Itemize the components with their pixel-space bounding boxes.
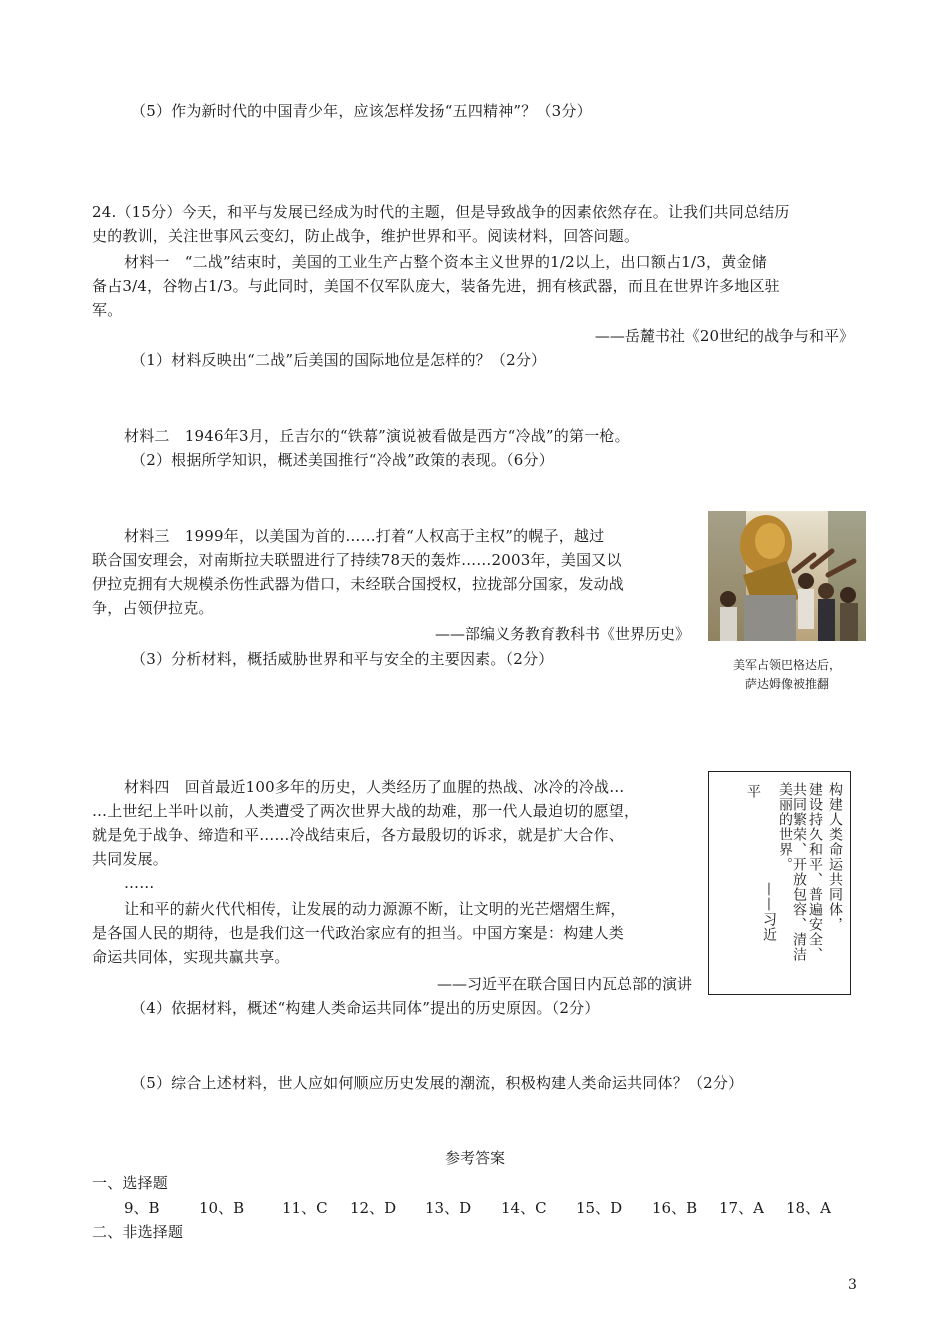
material-4-line6: 让和平的薪火代代相传，让发展的动力源源不断，让文明的光芒熠熠生辉，	[124, 900, 626, 918]
answer-item: 12、D	[350, 1199, 397, 1217]
material-3-source: ——部编义务教育教科书《世界历史》	[434, 625, 690, 643]
material-3-line4: 争，占领伊拉克。	[92, 599, 214, 617]
answer-item: 13、D	[425, 1199, 472, 1217]
material-4-line1: 材料四 回首最近100多年的历史，人类经历了血腥的热战、冰冷的冷战…	[124, 778, 625, 796]
quote-column-1: 构建人类命运共同体，	[827, 782, 843, 932]
material-1-line2: 备占3/4，谷物占1/3。与此同时，美国不仅军队庞大，装备先进，拥有核武器，而且在世界许多地区驻	[92, 277, 780, 295]
quote-signature-2: 平	[745, 784, 761, 799]
question-24-intro-line2: 史的教训，关注世事风云变幻，防止战争，维护世界和平。阅读材料，回答问题。	[92, 227, 640, 245]
material-4-line3: 就是免于战争、缔造和平……冷战结束后，各方最殷切的诉求，就是扩大合作、	[92, 826, 625, 844]
material-4-line7: 是各国人民的期待，也是我们这一代政治家应有的担当。中国方案是：构建人类	[92, 924, 625, 942]
answer-item: 11、C	[282, 1199, 328, 1217]
answers-section-1: 一、选择题	[92, 1174, 169, 1192]
material-4-line4: 共同发展。	[92, 850, 169, 868]
answers-choice-row	[0, 1196, 950, 1220]
question-24-intro-line1: 24.（15分）今天，和平与发展已经成为时代的主题，但是导致战争的因素依然存在。让我们共同总结历	[92, 203, 790, 221]
question-23-5: （5）作为新时代的中国青少年，应该怎样发扬“五四精神”？（3分）	[131, 102, 592, 120]
material-4-line2: …上世纪上半叶以前，人类遭受了两次世界大战的劫难，那一代人最迫切的愿望，	[92, 802, 640, 820]
material-4-source: ——习近平在联合国日内瓦总部的演讲	[436, 975, 692, 993]
material-1-line3: 军。	[92, 301, 123, 319]
material-3-line3: 伊拉克拥有大规模杀伤性武器为借口，未经联合国授权，拉拢部分国家，发动战	[92, 575, 625, 593]
material-1-source: ——岳麓书社《20世纪的战争与和平》	[594, 327, 854, 345]
answer-item: 14、C	[501, 1199, 547, 1217]
material-4-line8: 命运共同体，实现共赢共享。	[92, 948, 290, 966]
answer-item: 9、B	[124, 1199, 160, 1217]
answer-item: 17、A	[719, 1199, 764, 1217]
question-24-1: （1）材料反映出“二战”后美国的国际地位是怎样的？（2分）	[131, 351, 547, 369]
question-24-2: （2）根据所学知识，概述美国推行“冷战”政策的表现。（6分）	[131, 451, 554, 469]
material-2: 材料二 1946年3月，丘吉尔的“铁幕”演说被看做是西方“冷战”的第一枪。	[124, 427, 630, 445]
answer-item: 18、A	[786, 1199, 831, 1217]
material-4-ellipsis: ……	[124, 874, 155, 892]
material-3-line1: 材料三 1999年，以美国为首的……打着“人权高于主权”的幌子，越过	[124, 527, 605, 545]
saddam-statue-photo	[708, 511, 866, 641]
photo-caption-line1: 美军占领巴格达后，	[732, 658, 841, 672]
answer-item: 15、D	[576, 1199, 623, 1217]
photo-caption-line2: 萨达姆像被推翻	[744, 677, 829, 691]
question-24-5: （5）综合上述材料，世人应如何顺应历史发展的潮流，积极构建人类命运共同体？（2分）	[131, 1074, 744, 1092]
answers-section-2: 二、非选择题	[92, 1223, 184, 1241]
quote-column-4: 美丽的世界。	[777, 782, 793, 872]
answer-item: 10、B	[199, 1199, 245, 1217]
question-24-4: （4）依据材料，概述“构建人类命运共同体”提出的历史原因。（2分）	[131, 999, 600, 1017]
answers-title: 参考答案	[444, 1149, 505, 1167]
page-number: 3	[848, 1277, 857, 1293]
material-3-line2: 联合国安理会，对南斯拉夫联盟进行了持续78天的轰炸……2003年，美国又以	[92, 551, 622, 569]
question-24-3: （3）分析材料，概括威胁世界和平与安全的主要因素。（2分）	[131, 650, 554, 668]
quote-signature-1: ——习近	[761, 882, 777, 942]
statue-toppling-image	[708, 511, 866, 641]
material-1-line1: 材料一 “二战”结束时，美国的工业生产占整个资本主义世界的1/2以上，出口额占1/3，黄金储	[124, 253, 767, 271]
quote-column-3: 共同繁荣、开放包容、清洁	[791, 782, 807, 962]
xi-jinping-quote-box	[708, 771, 851, 995]
answer-item: 16、B	[652, 1199, 698, 1217]
quote-column-2: 建设持久和平、普遍安全、	[807, 782, 823, 962]
